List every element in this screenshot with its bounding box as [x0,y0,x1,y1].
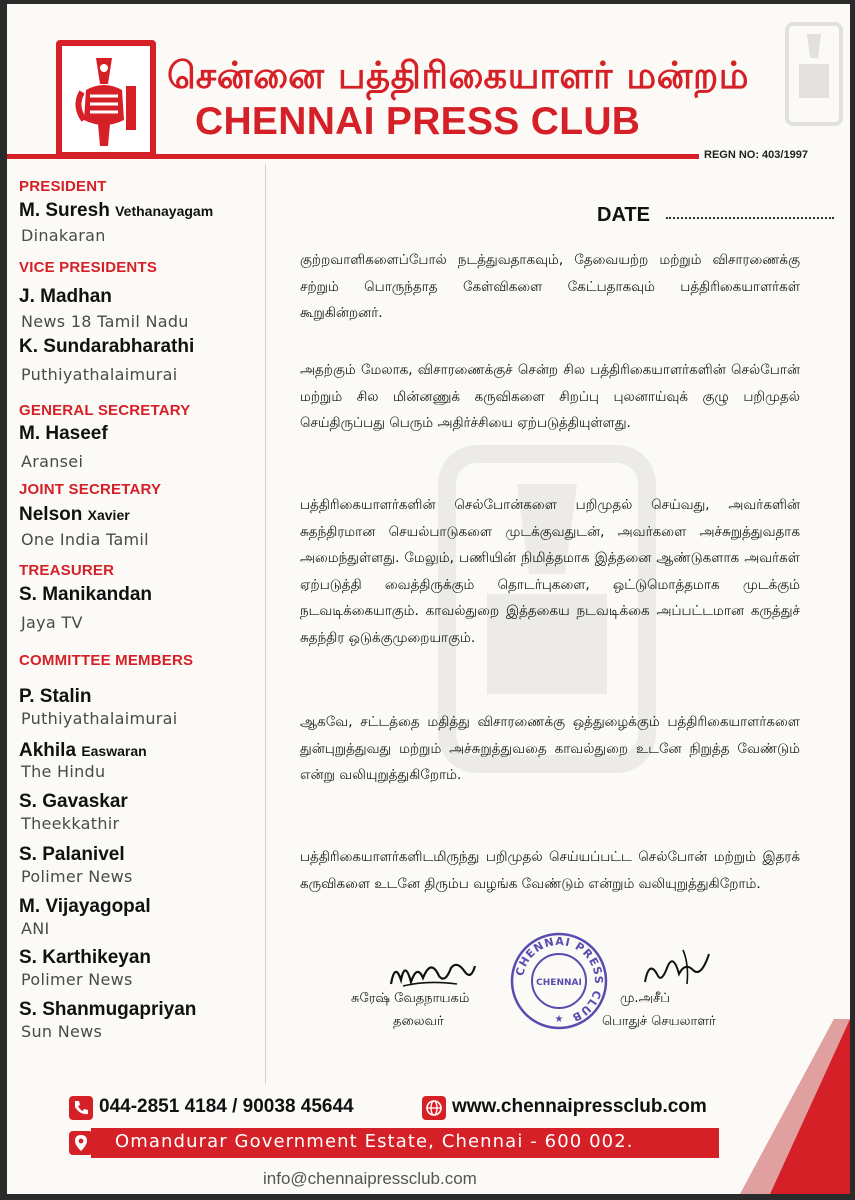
letter-paragraph: ஆகவே, சட்டத்தை மதித்து விசாரணைக்கு ஒத்துழைக்கும் பத்திரிகையாளர்களை துன்புறுத்துவது மற்றும் அச்சுறுத்துவதை காவல்துறை உடனே நிறுத்த வேண்டும் என்று வலியுறுத்துகிறோம். [300,714,800,783]
footer-red-slash [700,1019,850,1194]
treasurer-name: S. Manikandan [19,584,153,605]
secretary-signature [639,944,719,992]
general-secretary-name: M. Haseef [19,423,108,444]
vice-president-org: News 18 Tamil Nadu [21,312,189,331]
press-club-logo [56,40,156,158]
role-committee-members: COMMITTEE MEMBERS [19,652,194,669]
joint-secretary-name: Nelson Xavier [19,504,130,525]
letter-paragraph: குற்றவாளிகளைப்போல் நடத்துவதாகவும், தேவையற்ற மற்றும் விசாரணைக்கு சற்றும் பொருந்தாத கேள்விகளை கேட்பதாகவும் பத்திரிகையாளர்கள் கூறுகின்றனர். [300,252,800,321]
letter-paragraph: பத்திரிகையாளர்களின் செல்போன்களை பறிமுதல் செய்வது, அவர்களின் சுதந்திரமான செயல்பாடுகளை முடக்குவதுடன், அவர்களை அச்சுறுத்துவதாக அமைந்துள்ளது. மேலும், பணியின் நிமித்தமாக இத்தனை ஆண்டுகளாக அவர்கள் ஏற்படுத்தி வைத்திருக்கும் தொடர்புகளை, ஒட்டுமொத்தமாக முடக்கும் நடவடிக்கையாகும். காவல்துறை இத்தகைய நடவடிக்கை அப்பட்டமான கருத்துச் சுதந்திர ஒடுக்குமுறையாகும். [300,497,800,646]
committee-member-name: S. Shanmugapriyan [19,999,197,1020]
svg-text:★: ★ [554,1014,564,1025]
treasurer-org: Jaya TV [21,613,83,632]
committee-member-org: Theekkathir [21,814,120,833]
phone-icon [69,1096,93,1120]
committee-member-org: ANI [21,919,50,938]
president-name: M. Suresh Vethanayagam [19,200,214,221]
signatory-right-name: மு.அசீப் [620,991,670,1006]
committee-member-name: S. Palanivel [19,844,125,865]
club-seal [509,931,609,1031]
letter-paragraph: பத்திரிகையாளர்களிடமிருந்து பறிமுதல் செய்யப்பட்ட செல்போன் மற்றும் இதரக் கருவிகளை உடனே திரும்ப வழங்க வேண்டும் என்றும் வலியுறுத்துகிறோம். [300,849,800,892]
signatory-left-name: சுரேஷ் வேதநாயகம் [351,991,470,1006]
letter-paragraph: அதற்கும் மேலாக, விசாரணைக்குச் சென்ற சில பத்திரிகையாளர்களின் செல்போன் மற்றும் சில மின்னணுக் கருவிகளை சிறப்பு புலனாய்வுக் குழு பறிமுதல் செய்திருப்பது பெரும் அதிர்ச்சியை ஏற்படுத்தியுள்ளது. [300,362,800,431]
location-pin-icon [69,1131,93,1155]
committee-member-org: Polimer News [21,970,133,989]
letterhead-page [7,4,850,1194]
joint-secretary-org: One India Tamil [21,530,149,549]
role-general-secretary: GENERAL SECRETARY [19,402,191,419]
seal-center-text: CHENNAI [536,978,582,988]
committee-member-name: S. Karthikeyan [19,947,151,968]
date-field [666,217,834,219]
committee-member-org: Sun News [21,1022,103,1041]
committee-member-org: Polimer News [21,867,133,886]
signatory-right-title: பொதுச் செயலாளர் [602,1014,716,1029]
date-label: DATE [597,204,650,226]
committee-member-org: Puthiyathalaimurai [21,709,178,728]
president-org: Dinakaran [21,226,106,245]
committee-member-name: S. Gavaskar [19,791,128,812]
faded-logo-mark [785,18,843,128]
registration-number: REGN NO: 403/1997 [704,149,808,161]
president-signature [387,954,477,992]
role-treasurer: TREASURER [19,562,115,579]
general-secretary-org: Aransei [21,452,84,471]
committee-member-name: P. Stalin [19,686,92,707]
header-rule [7,154,699,159]
vice-president-name: J. Madhan [19,286,112,307]
seal-ring-text: CHENNAI PRESS CLUB [513,934,606,1025]
office-bearers-sidebar [7,164,266,1084]
committee-member-org: The Hindu [21,762,106,781]
globe-icon [422,1096,446,1120]
role-joint-secretary: JOINT SECRETARY [19,481,162,498]
club-title-tamil: சென்னை பத்திரிகையாளர் மன்றம் [167,54,749,97]
vice-president-org: Puthiyathalaimurai [21,365,178,384]
footer-address: Omandurar Government Estate, Chennai - 600 002. [115,1131,634,1152]
footer-website[interactable]: www.chennaipressclub.com [452,1096,707,1117]
role-president: PRESIDENT [19,178,107,195]
footer-phone[interactable]: 044-2851 4184 / 90038 45644 [99,1096,354,1117]
role-vice-presidents: VICE PRESIDENTS [19,259,158,276]
club-title-english: CHENNAI PRESS CLUB [195,100,641,143]
signatory-left-title: தலைவர் [393,1014,444,1029]
committee-member-name: M. Vijayagopal [19,896,151,917]
vice-president-name: K. Sundarabharathi [19,336,195,357]
footer-email[interactable]: info@chennaipressclub.com [263,1169,477,1188]
committee-member-name: Akhila Easwaran [19,740,147,761]
